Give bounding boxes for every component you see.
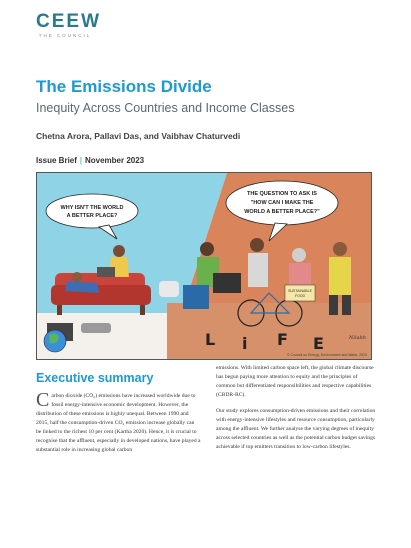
summary-paragraph <box>36 389 201 455</box>
drop-cap: C <box>36 389 50 411</box>
bubble-left-line1: WHY ISN'T THE WORLD <box>60 205 124 211</box>
sign-line2: FOOD <box>294 294 306 298</box>
recycling-bin <box>183 285 209 309</box>
summary-column-right <box>216 364 376 459</box>
life-letter-i: i <box>242 334 248 353</box>
authors: Chetna Arora, Pallavi Das, and Vaibhav Chaturvedi <box>36 131 241 141</box>
life-letter-f: F <box>277 330 288 349</box>
bubble-left-line2: A BETTER PLACE? <box>66 213 118 219</box>
summary-paragraph-3: Our study explores consumption-driven emissions and their correlation with energy-intensive lifestyles and resource consumption, particularly among the affluent. We further analyse the varying degrees of inequity across selected countries as well as the potential carbon budget savings achievable if top emitters transition to low-carbon lifestyles. <box>216 408 376 450</box>
summary-paragraph-2: emissions. With limited carbon space left, the global climate discourse has begun paying more attention to equity and the principles of common but differentiated responsibilities and respective capabilities (CBDR-RC). <box>216 365 374 398</box>
life-letter-e: E <box>313 334 324 353</box>
page-title: The Emissions Divide <box>36 77 212 96</box>
globe-character <box>44 330 66 352</box>
artist-signature: Nilabh <box>349 335 366 341</box>
illustration-credit: © Council on Energy, Environment and Water, 2023 <box>286 353 367 357</box>
logo-tagline: THE COUNCIL <box>38 33 92 38</box>
bubble-right-line3: WORLD A BETTER PLACE?" <box>244 209 320 215</box>
sign-line1: SUSTAINABLE <box>288 289 312 293</box>
section-heading: Executive summary <box>36 371 154 385</box>
cover-illustration <box>36 172 372 360</box>
issue-date: November 2023 <box>84 156 145 165</box>
issue-separator: | <box>79 156 82 165</box>
page-subtitle: Inequity Across Countries and Income Classes <box>36 101 295 115</box>
issue-type: Issue Brief <box>36 156 77 165</box>
ground <box>167 303 371 359</box>
summary-column-left <box>36 389 201 462</box>
life-letter-l: L <box>205 330 216 349</box>
bubble-right-line1: THE QUESTION TO ASK IS <box>247 191 317 197</box>
issue-info <box>36 156 144 165</box>
computer-monitor <box>213 273 241 293</box>
logo-wordmark: CEEW <box>36 11 101 32</box>
ceew-logo <box>36 12 106 38</box>
bubble-right-line2: "HOW CAN I MAKE THE <box>250 200 314 206</box>
summary-text-1: arbon dioxide (CO₂) emissions have increased worldwide due to fossil energy-intensive economic development. However, the distribution of these emissions is highly unequal. Between 1990 and 2015, half the consumption-driven CO₂ emission increase globally can be linked to the richest 10 per cent (Kartha 2020). Hence, it is crucial to recognise that the affluent, especially in developed nations, have played a substantial role in increasing global carbon <box>36 393 201 453</box>
illustration-svg <box>37 173 371 359</box>
food-sign <box>285 285 315 301</box>
